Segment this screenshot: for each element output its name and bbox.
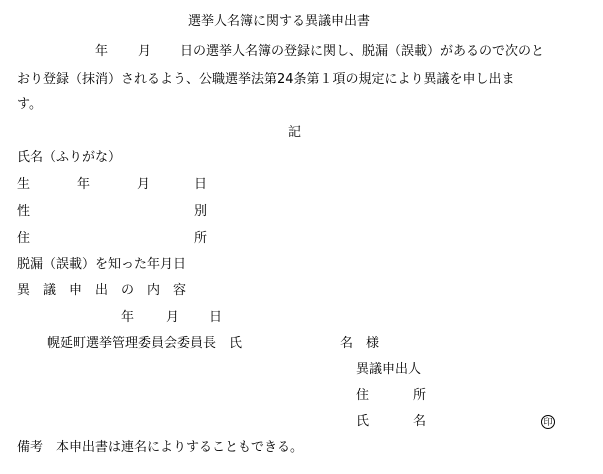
date-month-label: 月	[166, 310, 180, 325]
addressee-name-suffix: 名 様	[340, 336, 380, 351]
address-label-sho: 所	[194, 231, 208, 246]
document-title: 選挙人名簿に関する異議申出書	[188, 14, 371, 29]
sex-label-betsu: 別	[194, 204, 208, 219]
applicant-name-mei: 名	[413, 414, 427, 429]
applicant-address-sho: 所	[413, 388, 427, 403]
name-field-label: 氏名（ふりがな）	[17, 150, 122, 165]
date-day-label: 日	[209, 310, 223, 325]
intro-month-label: 月	[138, 44, 152, 59]
remarks-note: 備考 本申出書は連名によりすることもできる。	[17, 440, 304, 455]
addressee-org: 幌延町選挙管理委員会委員長 氏	[47, 336, 243, 351]
sex-label-sei: 性	[17, 204, 31, 219]
birth-label-day: 日	[194, 177, 208, 192]
intro-line-2: おり登録（抹消）されるよう、公職選挙法第24条第１項の規定により異議を申し出ま	[17, 72, 515, 87]
address-label-ju: 住	[17, 231, 31, 246]
applicant-address-ju: 住	[356, 388, 370, 403]
date-year-label: 年	[121, 310, 135, 325]
intro-year-label: 年	[95, 44, 109, 59]
known-date-label: 脱漏（誤載）を知った年月日	[17, 257, 187, 272]
intro-line-3: す。	[17, 97, 42, 112]
seal-mark-icon: 印	[541, 415, 555, 429]
ki-heading: 記	[288, 125, 302, 140]
birth-label-sei: 生	[17, 177, 31, 192]
birth-label-month: 月	[137, 177, 151, 192]
applicant-name-shi: 氏	[356, 414, 370, 429]
applicant-heading: 異議申出人	[356, 362, 422, 377]
intro-line-1: 日の選挙人名簿の登録に関し、脱漏（誤載）があるので次のと	[180, 44, 545, 59]
objection-content-label: 異 議 申 出 の 内 容	[17, 283, 187, 298]
birth-label-year: 年	[77, 177, 91, 192]
